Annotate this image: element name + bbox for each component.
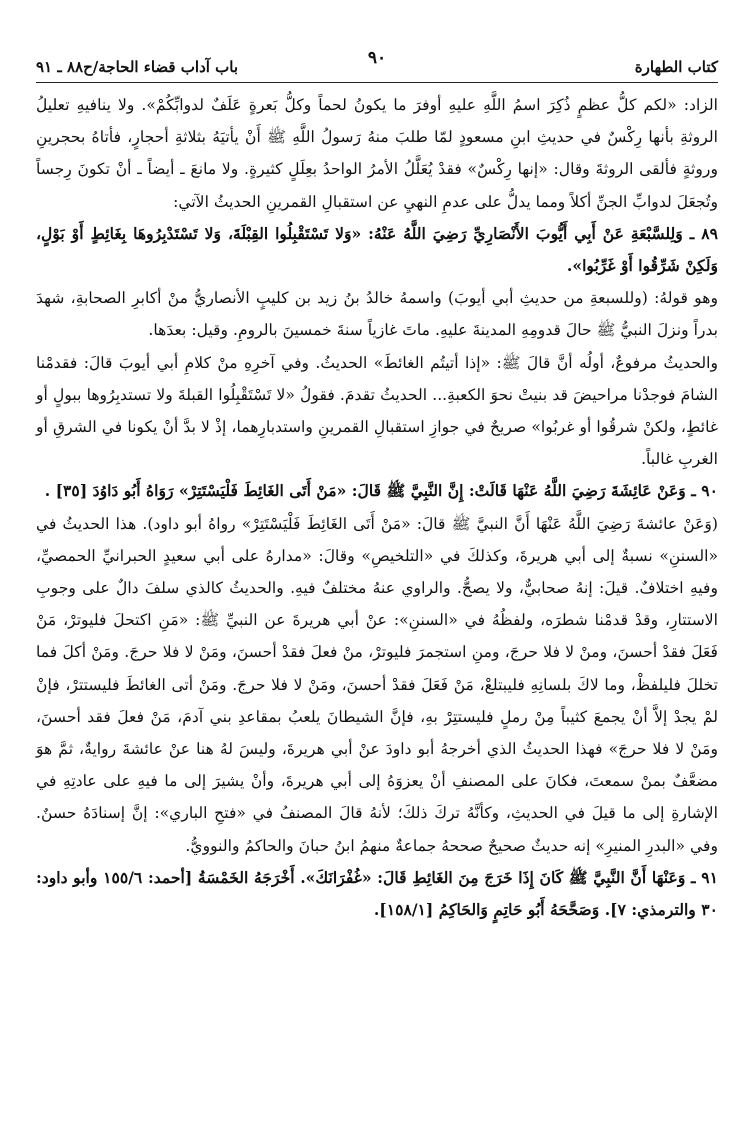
page-body bbox=[36, 89, 718, 926]
book-title: كتاب الطهارة bbox=[634, 58, 718, 76]
commentary-paragraph: الزاد: «لكم كلُّ عظمٍ ذُكِرَ اسمُ اللَّهِ عليهِ أوفرَ ما يكونُ لحماً وكلُّ بَعرةٍ عَلَفٌ لدوابِّكُمْ». ولا ينافيهِ تعليلُ الروثةِ بأنها رِكْسٌ في حديثِ ابنِ مسعودٍ لمّا طلبَ منهُ رَسولُ اللَّهِ ﷺ أَنْ يأتيَهُ بثلاثةِ أحجارٍ، فأتاهُ بحجرينِ وروثةٍ فألقى الروثةَ وقال: «إنها رِكْسٌ» فقدْ يُعَلَّلُ الأمرُ الواحدُ بعِلَلٍ كثيرةٍ. ولا مانعَ ـ أيضاً ـ أنْ تكونَ رِجساً وتُجعَلَ لدوابِّ الجنِّ أكلاً ومما يدلُّ على عدمِ النهيِ عن استقبالِ القمرينِ الحديثُ الآتي: bbox=[36, 96, 718, 211]
hadith-89 bbox=[36, 218, 718, 282]
running-header bbox=[36, 24, 718, 83]
hadith-90 bbox=[36, 475, 718, 507]
chapter-title: باب آداب قضاء الحاجة/ح٨٨ ـ ٩١ bbox=[36, 58, 239, 76]
commentary-paragraph: (وَعَنْ عائشةَ رَضِيَ اللَّهُ عَنْهَا أَنَّ النبيَّ ﷺ قالَ: «مَنْ أَتَى الغَائِطَ فَلْيَسْتَتِرْ» رواهُ أبو داود). هذا الحديثُ في «السننِ» نسبةٌ إلى أبي هريرةَ، وكذلكَ في «التلخيصِ» وقالَ: «مدارهُ على أبي سعيدٍ الحبرانيِّ الحمصيِّ، وفيهِ اختلافٌ. قيلَ: إنهُ صحابيٌّ، ولا يصحُّ. والراوي عنهُ مختلفٌ فيهِ. والحديثُ كالذي سلفَ دالٌ على وجوبِ الاستتارِ، وقدْ قدمْنا شطرَه، ولفظُهُ في «السننِ»: عنْ أبي هريرةَ عن النبيِّ ﷺ: «مَنِ اكتحلَ فليوترْ، مَنْ فَعَلَ فقدْ أحسنَ، ومنْ لا فلا حرجَ، ومنِ استجمرَ فليوترْ، منْ فعلَ فقدْ أحسنَ، ومَنْ لا فلا حرجَ. ومَنْ أكلَ فما تخللَ فليلفظْ، وما لاكَ بلسانِهِ فليبتلعْ، مَنْ فَعَلَ فقدْ أحسنَ، ومَنْ لا فلا حرجَ. ومَنْ أتى الغائطَ فليستترْ، فإنْ لمْ يجدْ إلاَّ أنْ يجمعَ كثيباً مِنْ رملٍ فليستتِرْ بهِ، فإنَّ الشيطانَ يلعبُ بمقاعدِ بني آدمَ، مَنْ فعلَ فقد أحسنَ، ومَنْ لا فلا حرجَ» فهذا الحديثُ الذي أخرجهُ أبو داودَ عنْ أبي هريرةَ، وليسَ لهُ هنا عنْ عائشةَ روايةٌ، ثمَّ هوَ مضعَّفٌ بمنْ سمعتَ، فكانَ على المصنفِ أنْ يعزوَهُ إلى أبي هريرةَ، وأنْ يشيرَ إلى ما فيهِ على عادتِهِ في الإشارةِ إلى ما قيلَ في الحديثِ، وكأنَّهُ تركَ ذلكَ؛ لأنهُ قالَ المصنفُ في «فتحِ الباري»: إنَّ إسنادَهُ حسنٌ. وفي «البدرِ المنيرِ» إنه حديثٌ صحيحٌ صححهُ جماعةٌ منهمُ ابنُ حبانَ والحاكمُ والنوويُّ. bbox=[36, 514, 718, 855]
hadith-text: وَعَنْهَا أَنَّ النَّبِيَّ ﷺ كَانَ إِذَا خَرَجَ مِنَ الغَائِطِ قَالَ: «غُفْرَانَكَ». أَخْرَجَهُ الخَمْسَةُ [أحمد: ١٥٥/٦ وأبو داود: ٣٠ والترمذي: ٧]. وَصَحَّحَهُ أَبُو حَاتِمٍ وَالحَاكِمُ [١٥٨/١]. bbox=[36, 867, 718, 920]
document-page bbox=[0, 24, 754, 1133]
hadith-number: ٨٩ ـ bbox=[689, 223, 718, 243]
commentary-paragraph: والحديثُ مرفوعٌ، أولُه أنَّ قالَ ﷺ: «إذا أتيتُم الغائطَ» الحديثُ. وفي آخرِهِ منْ كلامِ أبي أيوبَ قالَ: فقدمْنا الشامَ فوجدْنا مراحيضَ قد بنيتْ نحوَ الكعبةِ... الحديثُ تقدمَ. فقولُ «لا تَسْتَقْبِلُوا القبلةَ ولا تستدبِرُوها ببولٍ أو غائطٍ، ولكنْ شرقُوا أو غربُوا» صريحٌ في جوازِ استقبالِ القمرينِ واستدبارِهما، إذْ لا بدَّ أنْ يكونا في الشرقِ أو الغربِ غالباً. bbox=[36, 353, 718, 469]
hadith-number: ٩٠ ـ bbox=[691, 481, 718, 501]
hadith-text: وَعَنْ عَائِشَةَ رَضِيَ اللَّهُ عَنْهَا قَالَتْ: إِنَّ النَّبِيَّ ﷺ قَالَ: «مَنْ أَتَى الغَائِطَ فَلْيَسْتَتِرْ» رَوَاهُ أَبُو دَاوُدَ [٣٥] . bbox=[44, 481, 686, 501]
hadith-91 bbox=[36, 862, 718, 926]
page-number: ٩٠ bbox=[367, 48, 387, 68]
hadith-number: ٩١ ـ bbox=[691, 867, 719, 887]
commentary-paragraph: وهو قولهُ: (وللسبعةِ من حديثِ أبي أيوبَ) واسمهُ خالدُ بنُ زيد بن كليبٍ الأنصاريُّ منْ أكابرِ الصحابةِ، شهدَ بدراً ونزلَ النبيُّ ﷺ حالَ قدومِهِ المدينةَ عليهِ. ماتَ غازياً سنةَ خمسينَ بالرومِ. وقيل: بعدَها. bbox=[36, 289, 718, 340]
hadith-text: وَلِلسَّبْعَةِ عَنْ أَبِي أَيُّوبَ الأَنْصَارِيِّ رَضِيَ اللَّهُ عَنْهُ: «وَلا تَسْتَقْبِلُوا القِبْلَةَ، وَلا تَسْتَدْبِرُوهَا بِغَائِطٍ أَوْ بَوْلٍ، وَلَكِنْ شَرِّقُوا أَوْ غَرِّبُوا». bbox=[36, 223, 718, 276]
